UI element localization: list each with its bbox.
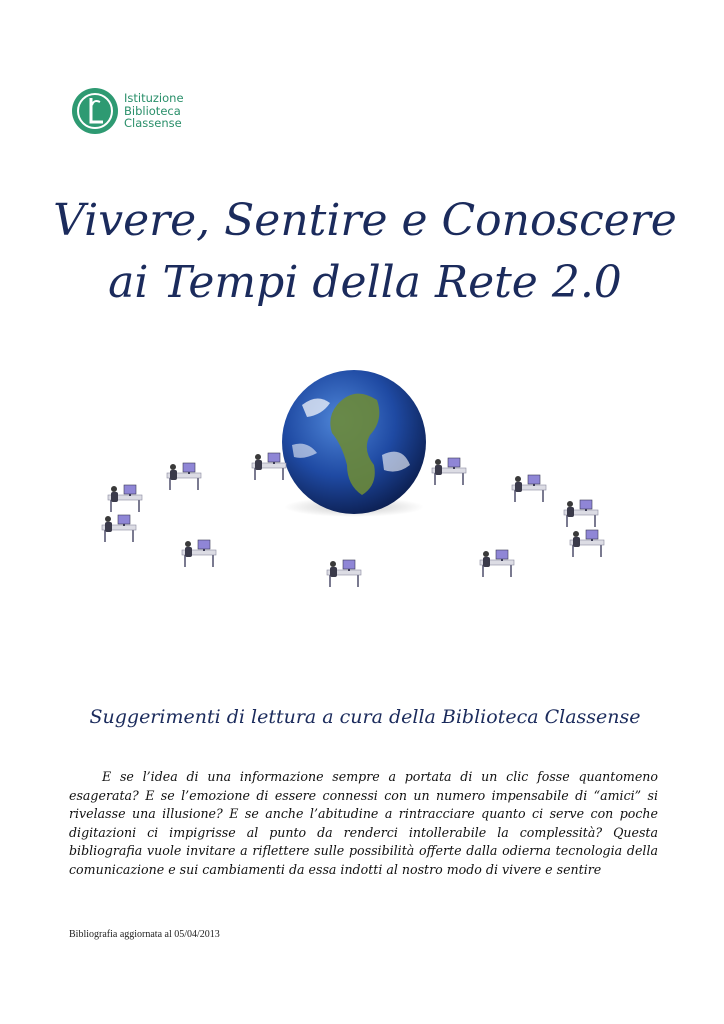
library-logo [70, 86, 210, 142]
logo-line-1: Istituzione [124, 91, 184, 105]
document-title [40, 190, 690, 314]
intro-paragraph: E se l’idea di una informazione sempre a portata di un clic fosse quantomeno esagerata? E se l’emozione di essere connessi con un numero impensabile di “amici” si rivelasse una illusione? E se anche l’abitudine a rintracciare quanto ci serve con poche digitazioni ci impigrisse al punto da renderci intollerabile la complessità? Questa bibliografia vuole invitare a riflettere sulle possibilità offerte dalla odierna tecnologia della comunicazione e sui cambiamenti da essa indotti al nostro modo di vivere e sentire [69, 769, 658, 877]
globe-network-illustration [92, 345, 632, 645]
logo-line-2: Biblioteca [124, 103, 181, 118]
update-date-note: Bibliografia aggiornata al 05/04/2013 [69, 929, 220, 940]
classense-seal-icon [70, 86, 120, 136]
logo-wordmark [124, 92, 184, 130]
title-line-2: ai Tempi della Rete 2.0 [108, 257, 622, 308]
title-line-1: Vivere, Sentire e Conoscere [53, 195, 677, 246]
logo-line-3: Classense [124, 116, 182, 130]
subtitle: Suggerimenti di lettura a cura della Biblioteca Classense [89, 706, 641, 728]
